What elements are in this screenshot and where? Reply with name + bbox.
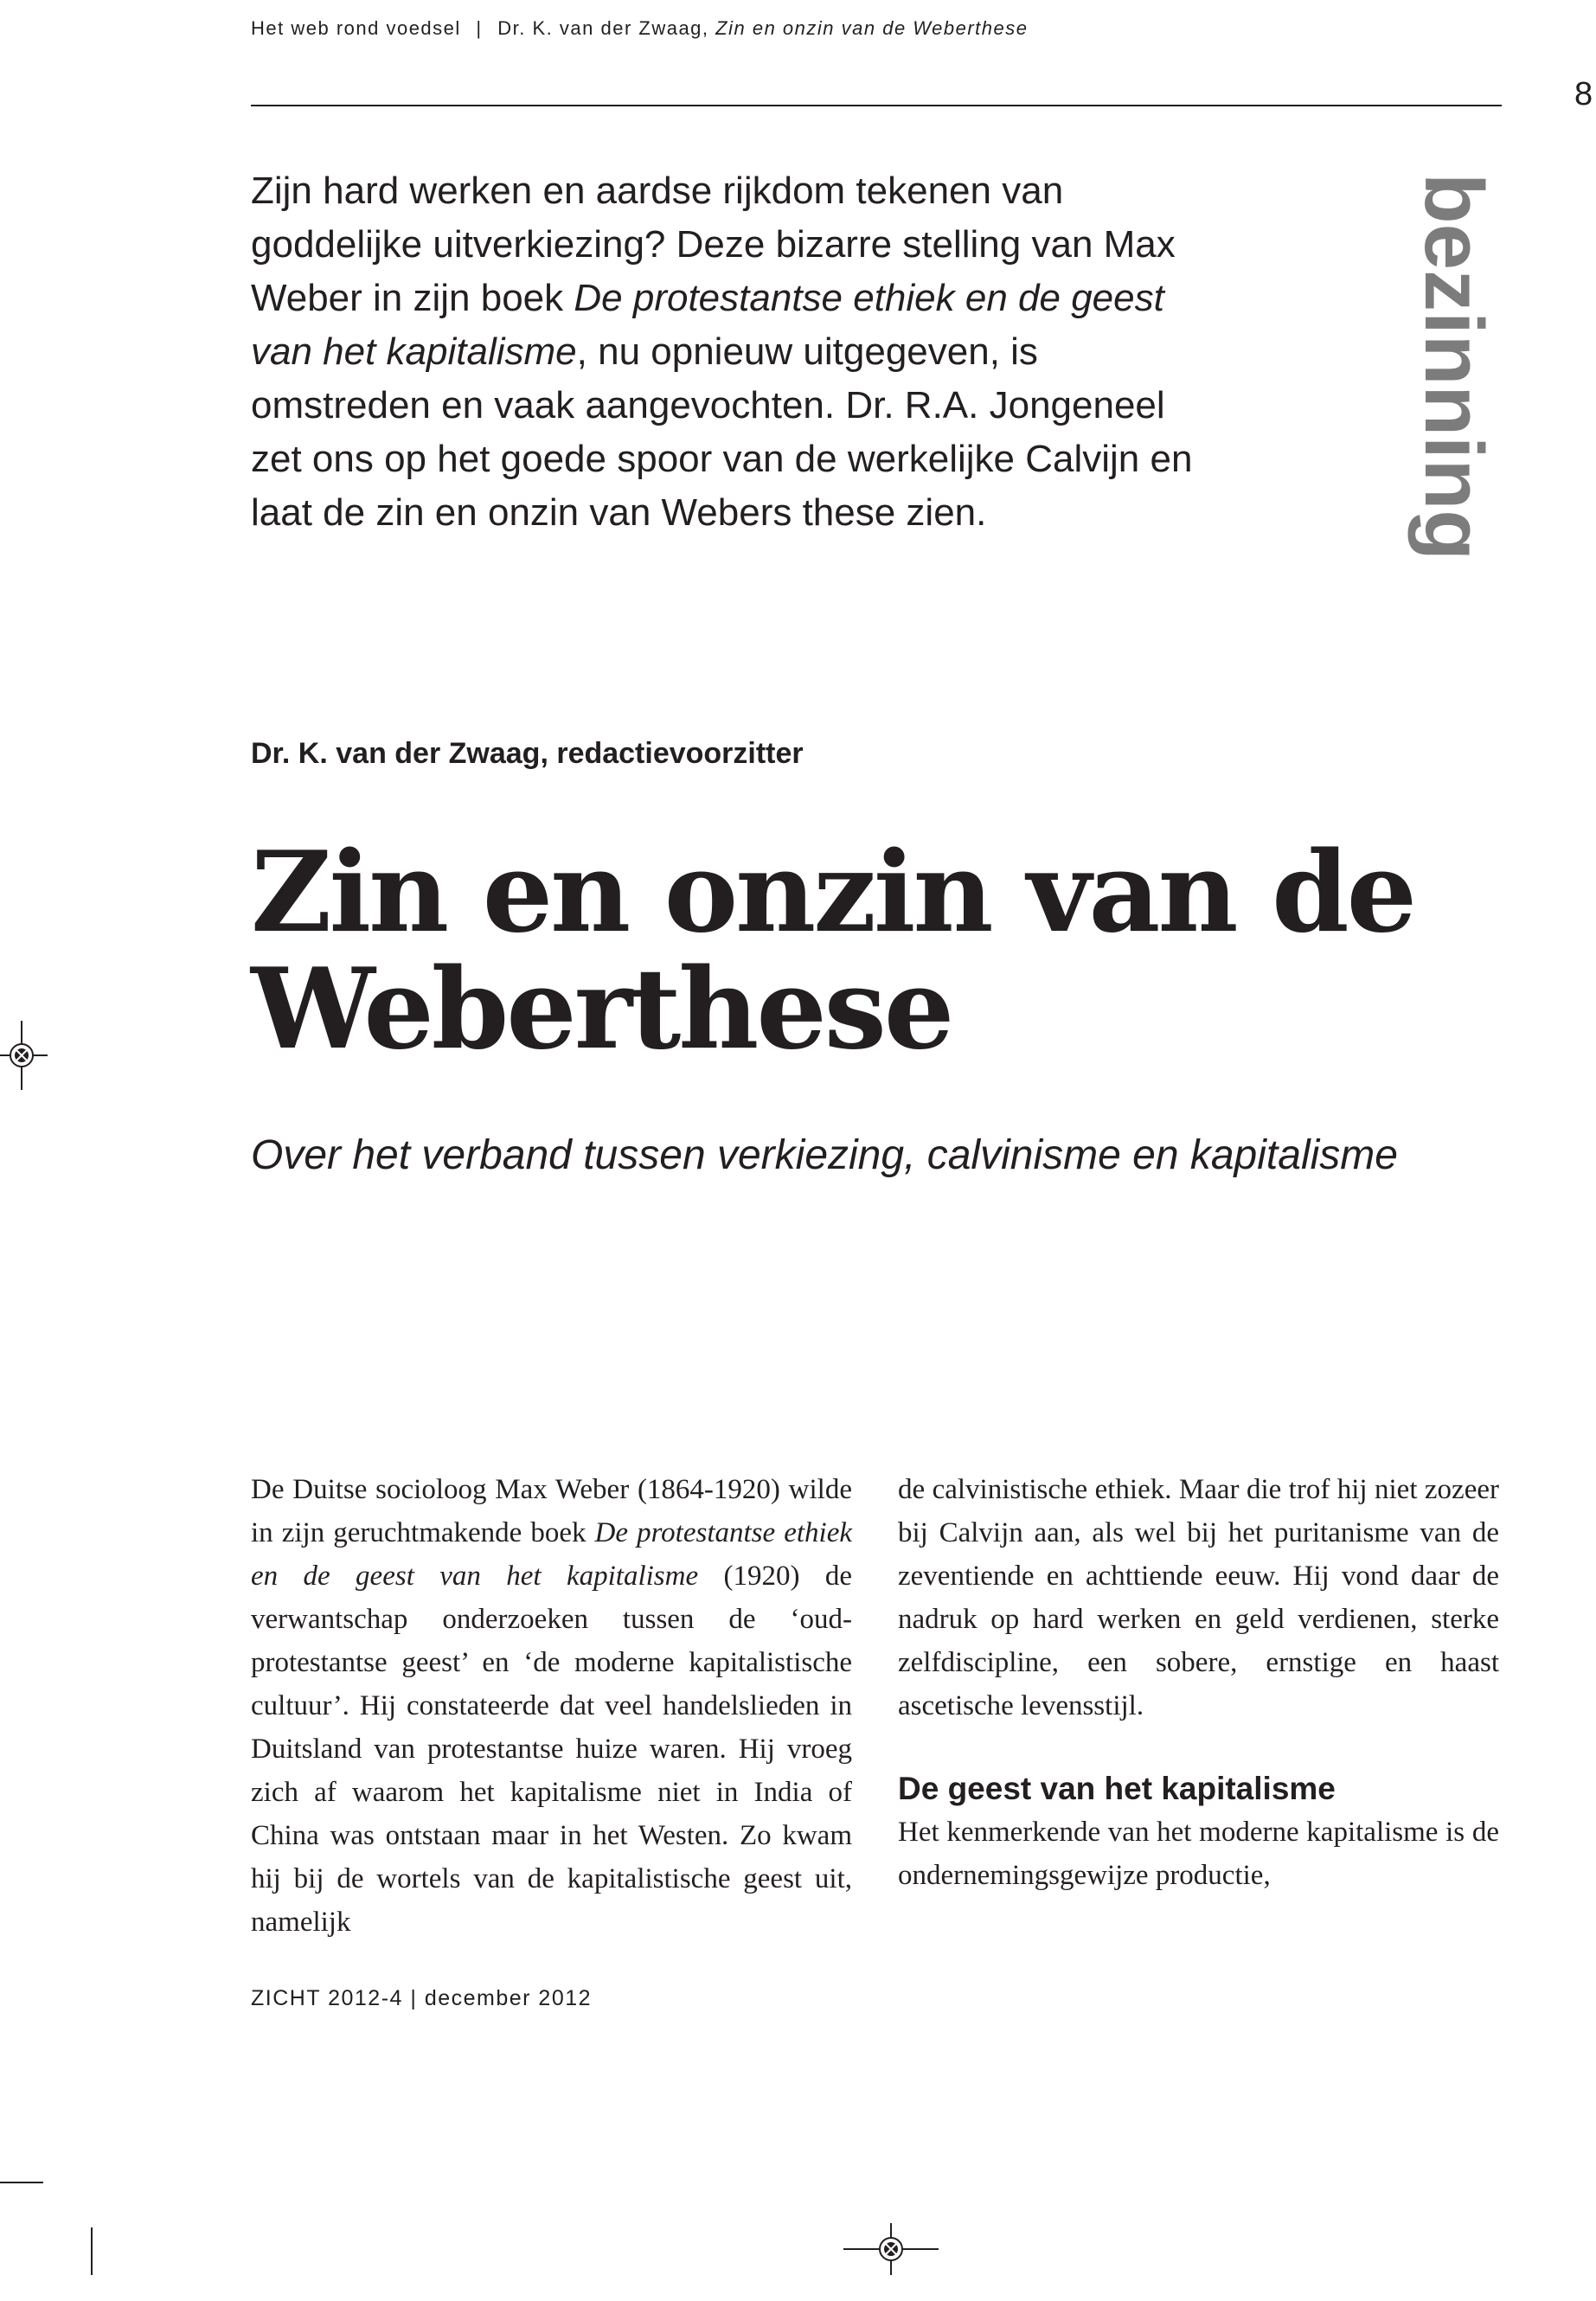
section-label: bezinning: [1407, 173, 1500, 561]
intro-paragraph: [251, 164, 1220, 540]
intro-text-1: Zijn hard werken en aardse rijkdom tekenen van goddelijke uitverkiezing? Deze bizarre stelling van Max Weber in zijn boek: [251, 170, 1176, 319]
body-text-2: (1920) de verwantschap onderzoeken tussen de ‘oud-protestantse geest’ en ‘de moderne kapitalistische cultuur’. Hij constateerde dat veel handelslieden in Duitsland van protestantse huize waren. Hij vroeg zich af waarom het kapitalisme niet in India of China was ontstaan maar in het Westen. Zo kwam hij bij de wortels van de kapitalistische geest uit, namelijk: [251, 1561, 852, 1938]
crop-mark-vertical: [91, 2227, 93, 2275]
body-book-title: De protestantse ethiek en de geest van het kapitalisme: [251, 1517, 852, 1592]
title-line-1: Zin en onzin van de: [251, 828, 1414, 958]
section-heading: De geest van het kapitalisme: [898, 1771, 1336, 1806]
article-title: [251, 828, 1462, 1074]
byline: Dr. K. van der Zwaag, redactievoorzitter: [251, 737, 804, 770]
article-subtitle: Over het verband tussen verkiezing, calvinisme en kapitalisme: [251, 1132, 1398, 1178]
body-text-1: De Duitse socioloog Max Weber (1864-1920) wilde in zijn geruchtmakende boek: [251, 1474, 852, 1548]
running-head-publication: Het web rond voedsel: [251, 17, 461, 39]
body-column-right: [898, 1468, 1499, 1897]
registration-mark-bottom: [843, 2223, 939, 2275]
running-head-separator: |: [476, 17, 483, 39]
body-paragraph: [251, 1468, 852, 1944]
crop-mark-horizontal: [0, 2182, 43, 2183]
registration-mark-left: [0, 1021, 52, 1090]
body-paragraph-2: Het kenmerkende van het moderne kapitalisme is de ondernemingsgewijze productie,: [898, 1817, 1499, 1891]
body-column-left: [251, 1468, 852, 1944]
intro-book-title: De protestantse ethiek en de geest van het kapitalisme: [251, 277, 1164, 373]
running-head-article: Zin en onzin van de Weberthese: [715, 17, 1029, 39]
running-head: [251, 17, 1029, 40]
intro-text-2: , nu opnieuw uitgegeven, is omstreden en vaak aangevochten. Dr. R.A. Jongeneel zet ons op het goede spoor van de werkelijke Calvijn en laat de zin en onzin van Webers these zien.: [251, 330, 1193, 534]
page-number: 8: [1574, 76, 1593, 112]
footer: ZICHT 2012-4 | december 2012: [251, 1986, 593, 2010]
body-paragraph-continued: de calvinistische ethiek. Maar die trof hij niet zozeer bij Calvijn aan, als wel bij het puritanisme van de zeventiende en achttiende eeuw. Hij vond daar de nadruk op hard werken en geld verdienen, sterke zelfdiscipline, een sobere, ernstige en haast ascetische levensstijl.: [898, 1474, 1499, 1721]
top-rule: [251, 105, 1502, 106]
title-line-2: Weberthese: [251, 945, 952, 1074]
running-head-author: Dr. K. van der Zwaag,: [497, 17, 709, 39]
